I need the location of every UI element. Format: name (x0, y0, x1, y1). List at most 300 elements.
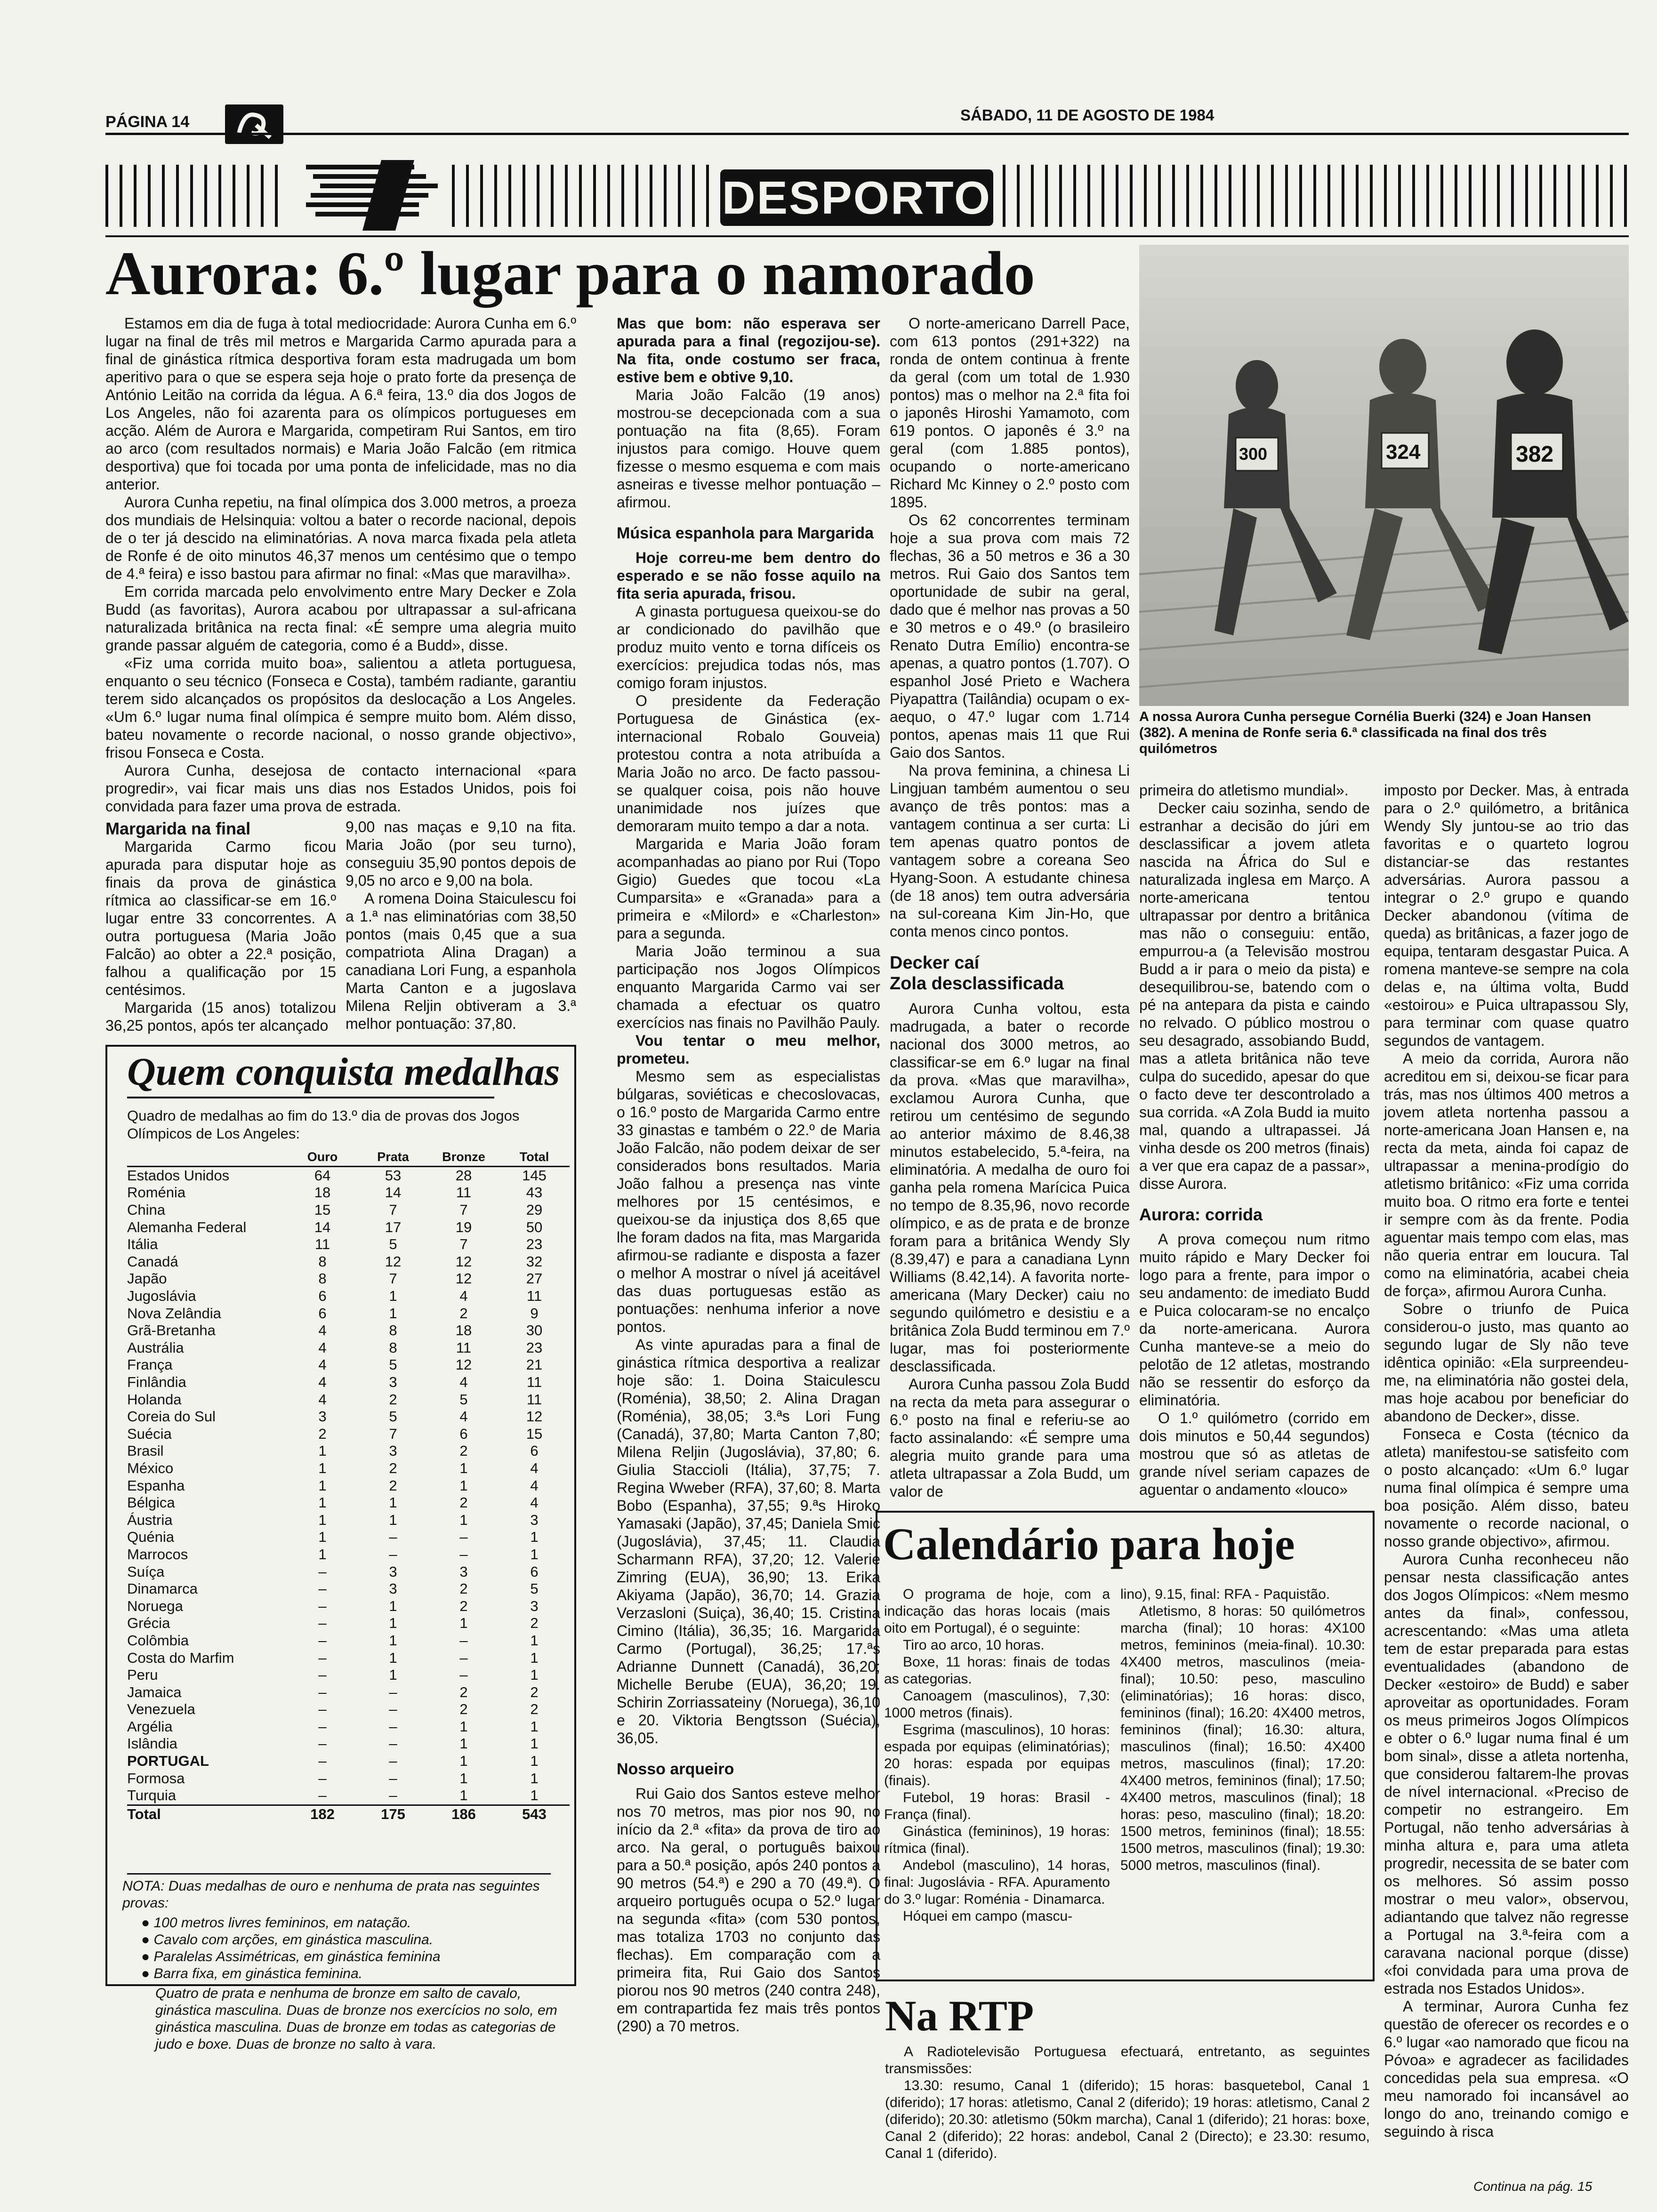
medal-count: 1 (530, 1787, 539, 1804)
paragraph: O 1.º quilómetro (corrido em dois minutos e 50,44 segundos) mostrou que só as atletas de grande nível seriam capazes de aguentar o andamento «louco» (1139, 1410, 1370, 1498)
subhead-aurora-corrida: Aurora: corrida (1139, 1205, 1263, 1224)
medal-count: 19 (455, 1218, 472, 1235)
column-2 (617, 314, 880, 2035)
medal-count: – (389, 1529, 397, 1546)
medal-count: 14 (314, 1218, 331, 1235)
medal-note: NOTA: Duas medalhas de ouro e nenhuma de prata nas seguintes provas: (122, 1878, 540, 1911)
medal-count: 2 (530, 1701, 539, 1718)
medal-count: 3 (389, 1443, 397, 1459)
table-cell: 175 (381, 1805, 405, 1822)
medal-count: – (389, 1701, 397, 1718)
medal-count: – (459, 1632, 468, 1649)
medal-count: 2 (459, 1494, 468, 1511)
medal-count: 1 (530, 1735, 539, 1752)
medal-count: 12 (385, 1253, 402, 1270)
medal-count: – (389, 1770, 397, 1787)
medal-count: – (459, 1546, 468, 1563)
medal-count: – (389, 1718, 397, 1735)
medal-count: 7 (389, 1202, 397, 1218)
paragraph: A ginasta portuguesa queixou-se do ar condicionado do pavilhão que produz muito vento e torna difíceis os exercícios: prejudica todas nós, mas comigo foram injustos. (617, 603, 880, 691)
medal-count: – (389, 1787, 397, 1804)
medal-count: 1 (389, 1511, 397, 1528)
table-row (127, 1683, 570, 1701)
medal-count: 2 (530, 1615, 539, 1632)
paragraph: 9,00 nas maças e 9,10 na fita. Maria João (por seu turno), conseguiu 35,90 pontos depois de 9,05 no arco e 9,00 na bola. (346, 818, 576, 889)
paragraph: Os 62 concorrentes terminam hoje a sua prova com mais 72 flechas, 36 a 50 metros e 36 a 30 metros. Rui Gaio dos Santos tem oportunidade de subir na geral, dado que é melhor nas provas a 50 e 30 metros e o 49.º (o brasileiro Renato Dutra Emílio) encontra-se apenas, a quatro pontos (1.707). O espanhol José Prieto e Wachera Piyapattra (Tailândia) ocupam o ex-aequo, o 47.º lugar com 1.714 pontos, apenas mais 11 que Rui Gaio dos Santos. (890, 512, 1130, 761)
table-row (127, 1322, 570, 1339)
issue-date: SÁBADO, 11 DE AGOSTO DE 1984 (960, 106, 1215, 124)
table-cell: 182 (310, 1805, 335, 1822)
medal-count: 29 (526, 1202, 543, 1218)
country-name: Grécia (127, 1615, 170, 1632)
medal-count: 145 (522, 1167, 547, 1184)
medal-standings (127, 1148, 570, 1823)
country-name: México (127, 1459, 174, 1476)
medal-count: 2 (459, 1701, 468, 1718)
medal-table-body (127, 1166, 570, 1805)
medal-count: 1 (530, 1632, 539, 1649)
medal-count: 11 (314, 1236, 330, 1253)
medal-count: 50 (526, 1218, 543, 1235)
country-name: Jugoslávia (127, 1288, 196, 1305)
table-row (127, 1443, 570, 1460)
intro-column (105, 314, 576, 815)
country-name: Itália (127, 1236, 158, 1253)
medal-count: – (318, 1580, 327, 1597)
medal-count: 4 (530, 1477, 539, 1494)
medal-count: 6 (318, 1305, 327, 1322)
country-name: Coreia do Sul (127, 1408, 216, 1425)
medal-count: 12 (526, 1408, 543, 1425)
paragraph: Futebol, 19 horas: Brasil - França (final). (884, 1790, 1110, 1822)
medal-count: 3 (530, 1597, 539, 1614)
table-row (127, 1735, 570, 1753)
medal-count: 1 (389, 1597, 397, 1614)
race-photo (1139, 245, 1629, 706)
country-name: Bélgica (127, 1494, 175, 1511)
country-name: Dinamarca (127, 1580, 198, 1597)
country-name: Finlândia (127, 1374, 186, 1391)
list-item: ● 100 metros livres femininos, em natação. (141, 1915, 411, 1931)
medal-count: 2 (459, 1305, 468, 1322)
table-row (127, 1718, 570, 1736)
medal-count: 3 (389, 1563, 397, 1580)
calendar-left (884, 1586, 1110, 1925)
table-row (127, 1649, 570, 1667)
medal-count: 4 (318, 1339, 327, 1356)
bib-number-324: 324 (1386, 441, 1421, 464)
medal-count: 1 (318, 1459, 327, 1476)
medal-count: 1 (389, 1494, 397, 1511)
subhead-decker: Decker caí Zola desclassificada (890, 953, 1064, 994)
medal-count: 11 (526, 1391, 542, 1408)
photo-caption: A nossa Aurora Cunha persegue Cornélia Buerki (324) e Joan Hansen (382). A menina de Ronfe seria 6.ª classificada na final dos três quilómetros (1139, 709, 1591, 756)
country-name: Nova Zelândia (127, 1305, 221, 1322)
paragraph: O programa de hoje, com a indicação das horas locais (mais oito em Portugal), é o seguinte: (884, 1587, 1110, 1636)
medal-count: 3 (389, 1580, 397, 1597)
table-row (127, 1787, 570, 1805)
medal-count: – (318, 1683, 327, 1700)
medal-count: 5 (459, 1391, 468, 1408)
medal-count: – (318, 1735, 327, 1752)
medal-count: 7 (389, 1425, 397, 1442)
medal-count: 1 (530, 1546, 539, 1563)
medal-count: 21 (526, 1356, 543, 1373)
medal-count: 1 (318, 1477, 327, 1494)
calendar-right (1120, 1586, 1365, 1874)
table-cell: 186 (451, 1805, 476, 1822)
country-name: Quénia (127, 1529, 174, 1546)
medal-count: 6 (530, 1563, 539, 1580)
bullet-text: 100 metros livres femininos, em natação. (153, 1915, 411, 1931)
medal-count: – (459, 1529, 468, 1546)
table-row (127, 1580, 570, 1598)
country-name: Japão (127, 1270, 167, 1287)
paragraph: lino), 9.15, final: RFA - Paquistão. (1120, 1587, 1330, 1602)
column-header (127, 1148, 287, 1166)
paragraph: Estamos em dia de fuga à total mediocridade: Aurora Cunha em 6.º lugar na final de três mil metros e Margarida Carmo apurada para a final de ginástica rítmica desportiva foram esta madrugada um bom aperitivo para o que se espera seja hoje o prato forte da presença de António Leitão na corrida da légua. A 6.ª feira, 13.º dia dos Jogos de Los Angeles, não foi azarenta para os olímpicos portugueses em acção. Além de Aurora e Margarida, competiram Rui Santos, em tiro ao arco (com resultados normais) e Maria João Falcão (em ritmica desportiva) que foi tocada por uma ponta de infelicidade, mas no dia anterior. (105, 315, 576, 493)
subhead-arqueiro: Nosso arqueiro (617, 1760, 734, 1778)
medal-count: 4 (318, 1391, 327, 1408)
medal-count: 30 (526, 1322, 543, 1339)
medal-count: 32 (526, 1253, 543, 1270)
country-name: Brasil (127, 1443, 164, 1459)
medal-table-title: Quem conquista medalhas (127, 1050, 560, 1094)
medal-count: 12 (455, 1356, 472, 1373)
table-row (127, 1426, 570, 1443)
paragraph: imposto por Decker. Mas, à entrada para o 2.º quilómetro, a britânica Wendy Sly juntou-se ao trio das favoritas e o quarteto logrou distanciar-se das restantes adversárias. Aurora passou a integrar o 2.º grupo e quando Decker abandonou (vítima de queda) as britânicas, a fazer jogo de equipa, tentaram desgastar Puica. A romena manteve-se sempre na cola delas e, na última volta, Budd «estoirou» e Puica ultrapassou Sly, para terminar com quase quatro segundos de vantagem. (1384, 782, 1629, 1049)
medal-count: – (389, 1546, 397, 1563)
medal-count: 2 (459, 1683, 468, 1700)
medal-count: – (459, 1667, 468, 1683)
subhead-margarida: Margarida na final (105, 819, 251, 838)
table-row (127, 1632, 570, 1650)
medal-count: 1 (389, 1649, 397, 1666)
medal-count: 6 (530, 1443, 539, 1459)
medal-count: 9 (530, 1305, 539, 1322)
banner-stripes-left (105, 165, 284, 227)
country-name: PORTUGAL (127, 1753, 209, 1770)
medal-note-divider (127, 1873, 551, 1875)
banner-stripes-right (1003, 165, 1629, 227)
medal-count: 1 (389, 1667, 397, 1683)
table-row (127, 1563, 570, 1580)
table-row (127, 1391, 570, 1408)
medal-count: 12 (455, 1253, 472, 1270)
paragraph: Maria João terminou a sua participação nos Jogos Olímpicos enquanto Margarida Carmo vai ser chamada a efectuar os quatro exercícios nas finais no Pavilhão Pauly. (617, 943, 880, 1031)
medal-count: 4 (318, 1322, 327, 1339)
medal-count: – (318, 1649, 327, 1666)
margarida-left (105, 838, 336, 1034)
medal-count: 28 (455, 1167, 472, 1184)
medal-count: 7 (389, 1270, 397, 1287)
margarida-right (346, 818, 576, 1033)
paragraph: Rui Gaio dos Santos esteve melhor nos 70 metros, mas pior nos 90, no início da 2.ª «fita» da prova de tiro ao arco. Na geral, o português baixou para a 50.ª posição, após 240 pontos a 90 metros (54.ª) e 290 a 70 (49.ª). O arqueiro português ocupa o 52.º lugar na segunda «fita» (com 530 pontos, mas totaliza 1703 no conjunto das flechas). Em comparação com a primeira fita, Rui Gaio dos Santos piorou nos 90 metros (240 contra 248), em contrapartida fez mais três pontos (290) a 70 metros. (617, 1785, 880, 2035)
continued-note: Continua na pág. 15 (1473, 2179, 1593, 2194)
medal-count: – (318, 1632, 327, 1649)
country-name: Venezuela (127, 1701, 195, 1718)
medal-count: 8 (318, 1253, 327, 1270)
medal-count: 23 (526, 1339, 543, 1356)
country-name: Noruega (127, 1597, 183, 1614)
medal-count: 1 (459, 1718, 468, 1735)
medal-count: – (318, 1718, 327, 1735)
medal-count: 2 (389, 1477, 397, 1494)
country-name: Estados Unidos (127, 1167, 230, 1184)
country-name: Áustria (127, 1511, 173, 1528)
country-name: Peru (127, 1667, 158, 1683)
medal-count: – (318, 1787, 327, 1804)
paragraph: Fonseca e Costa (técnico da atleta) manifestou-se satisfeito com o posto alcançado: «Um 6.º lugar numa final olímpica é sempre uma boa posição. Além disso, bateu novamente o recorde nacional, o nosso grande objectivo», afirmou. (1384, 1426, 1629, 1550)
medal-count: 11 (526, 1288, 542, 1305)
medal-count: 2 (318, 1425, 327, 1442)
medal-count: 11 (526, 1374, 542, 1391)
paragraph: O presidente da Federação Portuguesa de Ginástica (ex-internacional Robalo Gouveia) protestou contra a nota atribuída a Maria João no arco. De facto passou-se qualquer coisa, pois não houve unanimidade nos juízes que demoraram muito tempo a dar a nota. (617, 692, 880, 834)
medal-count: 1 (530, 1770, 539, 1787)
medal-count: 5 (389, 1356, 397, 1373)
medal-count: 15 (526, 1425, 543, 1442)
medal-count: – (318, 1563, 327, 1580)
list-item: ● Cavalo com arções, em ginástica masculina. (141, 1932, 434, 1948)
medal-count: 11 (456, 1339, 472, 1356)
country-name: Islândia (127, 1735, 177, 1752)
table-row (127, 1218, 570, 1236)
medal-count: 43 (526, 1184, 543, 1201)
medal-count: 4 (530, 1494, 539, 1511)
medal-count: 1 (389, 1305, 397, 1322)
medal-count: 1 (459, 1477, 468, 1494)
table-row (127, 1511, 570, 1529)
table-row (127, 1184, 570, 1202)
medal-count: 17 (385, 1218, 402, 1235)
medal-count: 4 (459, 1374, 468, 1391)
medal-count: 1 (318, 1529, 327, 1546)
paragraph: Aurora Cunha voltou, esta madrugada, a bater o recorde nacional dos 3000 metros, ao classificar-se em 6.º lugar na final da prova. «Mas que maravilha», exclamou Aurora Cunha, que retirou um centésimo de segundo ao anterior máximo de 8.46,38 minutos estabelecido, 5.ª-feira, na eliminatória. A medalha de ouro foi ganha pela romena Marícica Puica no tempo de 8.35,96, novo recorde olímpico, e as de prata e de bronze foram para a britânica Wendy Sly (8.39,47) e para a canadiana Lynn Williams (8.42,14). A favorita norte-americana (Mary Decker) caiu no segundo quilómetro e desistiu e a britânica Zola Budd terminou em 7.º lugar, mas foi posteriormente desclassificada. (890, 1000, 1130, 1375)
medal-count: 8 (389, 1339, 397, 1356)
rtp-text (885, 2044, 1370, 2162)
table-row (127, 1477, 570, 1494)
medal-count: 1 (318, 1546, 327, 1563)
medal-count: 2 (459, 1443, 468, 1459)
medal-count: – (389, 1753, 397, 1770)
medal-count: 1 (389, 1288, 397, 1305)
medal-count: 15 (314, 1202, 331, 1218)
medal-count: – (318, 1753, 327, 1770)
medal-count: 23 (526, 1236, 543, 1253)
medal-note-2: Quatro de prata e nenhuma de bronze em salto de cavalo, ginástica masculina. Duas de bronze nos exercícios no solo, em ginástica masculina. Duas de bronze em todas as categorias de judo e boxe. Duas de bronze no salto à vara. (155, 1986, 557, 2052)
column-header: Total (519, 1149, 549, 1164)
medal-count: 1 (530, 1718, 539, 1735)
medal-count: 1 (459, 1770, 468, 1787)
medal-count: 8 (389, 1322, 397, 1339)
paragraph: Esgrima (masculinos), 10 horas: espada por equipas (eliminatórias); 20 horas: espada por equipas (finais). (884, 1722, 1110, 1788)
medal-count: 5 (530, 1580, 539, 1597)
table-row (127, 1339, 570, 1357)
medal-count: – (389, 1683, 397, 1700)
medal-count: 14 (385, 1184, 402, 1201)
table-row (127, 1529, 570, 1546)
table-total-row (127, 1805, 570, 1823)
rtp-title: Na RTP (885, 1992, 1034, 2040)
medal-count: – (459, 1649, 468, 1666)
masthead-rule (105, 133, 1629, 135)
medal-count: – (318, 1667, 327, 1683)
banner-stripes-mid (452, 165, 716, 227)
medal-count: 5 (389, 1408, 397, 1425)
paragraph: Em corrida marcada pelo envolvimento entre Mary Decker e Zola Budd (as favoritas), Aurora acabou por ultrapassar a sul-africana naturalizada britânica na recta final: «É sempre uma alegria muito grande passar alguém de categoria, como é a Budd», disse. (105, 583, 576, 654)
paragraph: A terminar, Aurora Cunha fez questão de oferecer os recordes e o 6.º lugar «ao namorado que ficou na Póvoa» e agradecer as facilidades concedidas pela sua empresa. «O meu namorado foi incansável ao longo do ano, treinando comigo e seguindo à risca (1384, 1998, 1629, 2140)
medal-count: 4 (459, 1288, 468, 1305)
olympic-emblem (301, 155, 442, 235)
medal-count: 1 (459, 1753, 468, 1770)
paragraph: Margarida e Maria João foram acompanhadas ao piano por Rui (Topo Gigio) Guedes que tocou «La Cumparsita» e «Granada» para a primeira e «Milord» e «Charleston» para a segunda. (617, 835, 880, 942)
medal-count: 6 (459, 1425, 468, 1442)
paragraph: Aurora Cunha repetiu, na final olímpica dos 3.000 metros, a proeza dos mundiais de Helsinquia: voltou a bater o recorde nacional, depois de o ter já descido na eliminatórias. A nova marca fixada pela atleta de Ronfe é de oito minutos 46,37 menos um centésimo que o tempo de 4.ª feira) e isso bastou para afirmar no final: «Mas que maravilha». (105, 494, 576, 582)
country-name: Jamaica (127, 1683, 182, 1700)
medal-count: 6 (318, 1288, 327, 1305)
medal-count: – (318, 1701, 327, 1718)
country-name: Espanha (127, 1477, 185, 1494)
country-name: Suíça (127, 1563, 165, 1580)
paragraph: A Radiotelevisão Portuguesa efectuará, entretanto, as seguintes transmissões: (885, 2044, 1370, 2076)
bullet-text: Paralelas Assimétricas, em ginástica feminina (153, 1949, 441, 1964)
medal-count: – (318, 1770, 327, 1787)
column-5 (1384, 781, 1629, 2140)
paragraph: Hóquei em campo (mascu- (903, 1908, 1073, 1924)
paragraph: Margarida (15 anos) totalizou 36,25 pontos, após ter alcançado (105, 999, 336, 1034)
table-row (127, 1305, 570, 1322)
medal-count: 2 (389, 1459, 397, 1476)
paragraph: A prova começou num ritmo muito rápido e Mary Decker foi logo para a frente, para impor o seu andamento: de imediato Budd e Puica colocaram-se no encalço da norte-americana. Aurora Cunha manteve-se a meio do pelotão de 12 atletas, mostrando não se ressentir do esforço da eliminatória. (1139, 1231, 1370, 1409)
medal-count: 1 (459, 1615, 468, 1632)
medal-count: 4 (459, 1408, 468, 1425)
table-row (127, 1356, 570, 1374)
medal-count: 1 (389, 1615, 397, 1632)
table-row (127, 1236, 570, 1253)
paragraph: primeira do atletismo mundial». (1139, 782, 1349, 799)
medal-count: 12 (455, 1270, 472, 1287)
subhead-musica: Música espanhola para Margarida (617, 524, 874, 542)
medal-count: 2 (530, 1683, 539, 1700)
medal-count: – (318, 1615, 327, 1632)
table-row (127, 1546, 570, 1563)
table-cell: 543 (522, 1805, 547, 1822)
paragraph: Margarida Carmo ficou apurada para disputar hoje as finais da prova de ginástica rítmica ao classificar-se em 16.º lugar entre 33 concorrentes. A outra portuguesa (Maria João Falcão) ao obter a 22.ª posição, falhou a qualificação por 15 centésimos. (105, 838, 336, 998)
medal-count: 4 (530, 1459, 539, 1476)
table-row (127, 1270, 570, 1288)
medal-count: 7 (459, 1236, 468, 1253)
country-name: Roménia (127, 1184, 186, 1201)
medal-bullets (141, 1915, 546, 1982)
paragraph: Sobre o triunfo de Puica considerou-o justo, mas quanto ao segundo lugar de Sly não teve idêntica opinião: «Ela surpreendeu-me, na eliminatória não gostei dela, mas hoje acabou por beneficiar do abandono de Decker», disse. (1384, 1300, 1629, 1425)
medal-count: 5 (389, 1236, 397, 1253)
medal-count: – (389, 1735, 397, 1752)
quote-paragraph: Hoje correu-me bem dentro do esperado e se não fosse aquilo na fita seria apurada, frisou. (617, 549, 880, 602)
medal-title-underline (127, 1097, 494, 1098)
country-name: França (127, 1356, 173, 1373)
medal-count: 1 (318, 1443, 327, 1459)
column-header: Ouro (307, 1149, 338, 1164)
medal-count: 2 (389, 1391, 397, 1408)
paragraph: Mesmo sem as especialistas búlgaras, soviéticas e checoslovacas, o 16.º posto de Margarida Carmo entre 33 ginastas e também o 22.º de Maria João Falcão, não podem deixar de ser considerados bons resultados. Maria João falhou a presença nas vinte melhores por 15 centésimos, e queixou-se da injustiça dos 8,65 que lhe foram dados na fita, mas Margarida afirmou-se radiante e disposta a fazer o melhor A mostrar o nível já aceitável das duas portuguesas estão as pontuações: nenhuma inferior a nove pontos. (617, 1068, 880, 1335)
paragraph: Aurora Cunha reconheceu não pensar nesta classificação antes dos Jogos Olímpicos: «Nem mesmo antes da final», confessou, acrescentando: «Mas uma atleta tem de estar preparada para estas eventualidades (abandono de Decker «estoiro» de Budd) e saber aproveitar as oportunidades. Foram os meus primeiros Jogos Olímpicos e obter o 6.º lugar numa final é um bom sinal», disse a atleta nortenha, que considerou faltarem-lhe provas de nível internacional. «Preciso de competir no estrangeiro. Em Portugal, não tenho adversárias à minha altura e, para uma atleta progredir, necessita de se bater com os melhores. Só assim posso mostrar o meu valor», observou, adiantando que talvez não regresse a Portugal na 3.ª-feira com a caravana nacional porque (disse) «foi convidada para uma prova de estrada nos Estados Unidos». (1384, 1551, 1629, 1997)
table-row (127, 1408, 570, 1426)
medal-count: 1 (530, 1753, 539, 1770)
table-row (127, 1667, 570, 1684)
medal-count: – (318, 1597, 327, 1614)
medal-count: 2 (459, 1597, 468, 1614)
bullet-text: Cavalo com arções, em ginástica masculina. (153, 1932, 434, 1948)
paragraph: 13.30: resumo, Canal 1 (diferido); 15 horas: basquetebol, Canal 1 (diferido); 17 horas: atletismo, Canal 2 (diferido); 19 horas: atletismo, Canal 2 (diferido); 20.30: atletismo (50km marcha), Canal 1 (diferido); 21 horas: boxe, Canal 2 (diferido); 22 horas: andebol, Canal 2 (Directo); e 23.30: resumo, Canal 1 (diferido). (885, 2078, 1370, 2161)
page-number: PÁGINA 14 (105, 113, 190, 131)
medal-table (127, 1148, 570, 1823)
medal-count: 1 (530, 1667, 539, 1683)
paragraph: Tiro ao arco, 10 horas. (903, 1637, 1045, 1653)
quote-paragraph: Vou tentar o meu melhor, prometeu. (617, 1032, 880, 1067)
medal-count: 4 (318, 1356, 327, 1373)
bullet-text: Barra fixa, em ginástica feminina. (153, 1966, 362, 1981)
paragraph: Boxe, 11 horas: finais de todas as categorias. (884, 1654, 1110, 1687)
table-row (127, 1701, 570, 1718)
section-banner (720, 169, 993, 226)
medal-count: 1 (459, 1787, 468, 1804)
table-row (127, 1202, 570, 1219)
newspaper-logo (225, 104, 283, 144)
medal-table-intro: Quadro de medalhas ao fim do 13.º dia de provas dos Jogos Olímpicos de Los Angeles: (127, 1107, 520, 1142)
medal-count: 1 (459, 1511, 468, 1528)
country-name: Alemanha Federal (127, 1218, 247, 1235)
paragraph: «Fiz uma corrida muito boa», salientou a atleta portuguesa, enquanto o seu técnico (Fonseca e Costa), também radiante, garantiu terem sido alcançados os propósitos da deslocação a Los Angeles. «Um 6.º lugar numa final olímpica é sempre muito bom. Além disso, bateu novamente o recorde nacional, o nosso grande objectivo», frisou Fonseca e Costa. (105, 655, 576, 761)
medal-count: 3 (389, 1374, 397, 1391)
column-header: Prata (377, 1149, 409, 1164)
country-name: Argélia (127, 1718, 173, 1735)
medal-count: 1 (459, 1459, 468, 1476)
bib-number-300: 300 (1239, 444, 1268, 464)
table-row (127, 1460, 570, 1477)
table-row (127, 1753, 570, 1770)
paragraph: Aurora Cunha passou Zola Budd na recta da meta para assegurar o 6.º posto na final e referiu-se ao facto assinalando: «É sempre uma alegria muito grande para uma atleta ultrapassar a Zola Budd, um valor de (890, 1376, 1130, 1500)
table-row (127, 1288, 570, 1305)
paragraph: Andebol (masculino), 14 horas, final: Jugoslávia - RFA. Apuramento do 3.º lugar: Roménia - Dinamarca. (884, 1858, 1110, 1907)
table-row (127, 1597, 570, 1615)
column-4 (1139, 781, 1370, 1499)
medal-count: 64 (314, 1167, 331, 1184)
country-name: Austrália (127, 1339, 184, 1356)
medal-count: 1 (459, 1735, 468, 1752)
country-name: Grã-Bretanha (127, 1322, 216, 1339)
country-name: Turquia (127, 1787, 176, 1804)
list-item: ● Barra fixa, em ginástica feminina. (141, 1966, 362, 1981)
country-name: China (127, 1202, 165, 1218)
paragraph: Atletismo, 8 horas: 50 quilómetros marcha (final); 10 horas: 4X100 metros, femininos (meia-final). 10.30: 4X400 metros, masculinos (meia-final); 10.50: peso, masculino (eliminatórias); 16 horas: disco, femininos (final); 16.20: 4X400 metros, femininos (final); 16.30: altura, masculinos (final); 16.50: 4X400 metros, masculinos (final); 17.20: 4X400 metros, femininos (final); 17.50; 4X400 metros, masculinos (final); 18 horas: peso, masculino (final); 18.20: 1500 metros, femininos (final); 18.55: 1500 metros, masculinos (final); 19.30: 5000 metros, masculinos (final). (1120, 1603, 1365, 1873)
medal-count: 18 (314, 1184, 331, 1201)
paragraph: Decker caiu sozinha, sendo de estranhar a decisão do júri em desclassificar a jovem atleta nascida na África do Sul e naturalizada inglesa em Março. A norte-americana tentou ultrapassar por dentro a britânica mas não o conseguiu: então, empurrou-a (a Televisão mostrou Budd a ir para o meio da pista) e desequilibrou-se, batendo com o pé na antepara da pista e caindo no relvado. O público mostrou o seu desagrado, assobiando Budd, mas a atleta britânica não teve culpa do sucedido, apesar do que o facto deve ter descontrolado a sua corrida. «A Zola Budd ia muito mal, quando a ultrapassei. Já vinha desde os 200 metros (finais) a ver que era capaz de a passar», disse Aurora. (1139, 800, 1370, 1192)
medal-count: 3 (459, 1563, 468, 1580)
country-name: Colômbia (127, 1632, 189, 1649)
paragraph: A romena Doina Staiculescu foi a 1.ª nas eliminatórias com 38,50 pontos (mais 0,45 que a sua compatriota Alina Dragan) a canadiana Lori Fung, a espanhola Marta Canton e a jugoslava Milena Reljin obtiveram a 3.ª melhor pontuação: 37,80. (346, 890, 576, 1032)
medal-count: 4 (318, 1374, 327, 1391)
paragraph: A meio da corrida, Aurora não acreditou em si, deixou-se ficar para trás, mas nos últimos 400 metros a jovem atleta nortenha passou a norte-americana Joan Hansen e, na recta da meta, ainda foi capaz de ultrapassar a menina-prodígio do atletismo britânico: «Fiz uma corrida muito boa. O ritmo era forte e tentei ir sempre com às da frente. Podia aguentar mais tempo com elas, mas não queria entrar em loucura. Tal como na eliminatória, acabei cheia de força», afirmou Aurora Cunha. (1384, 1050, 1629, 1299)
calendar-title: Calendário para hoje (883, 1519, 1295, 1569)
paragraph: Ginástica (femininos), 19 horas: rítmica (final). (884, 1824, 1110, 1856)
table-row (127, 1770, 570, 1787)
list-item: ● Paralelas Assimétricas, em ginástica feminina (141, 1949, 441, 1964)
table-cell: Total (127, 1805, 161, 1822)
medal-count: 1 (318, 1494, 327, 1511)
country-name: Canadá (127, 1253, 178, 1270)
bib-number-382: 382 (1516, 442, 1554, 467)
medal-count: 27 (526, 1270, 543, 1287)
